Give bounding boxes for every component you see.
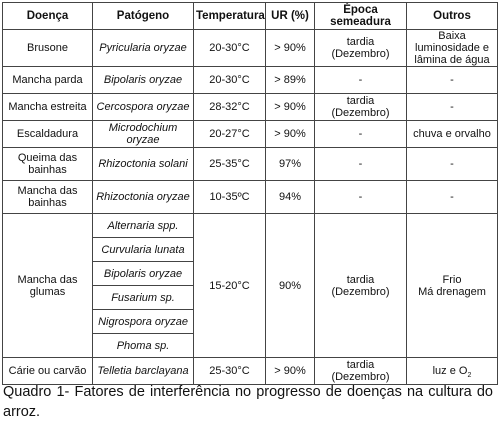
cell-outros: - xyxy=(407,67,498,94)
cell-ur: 97% xyxy=(266,148,315,181)
cell-ur: > 90% xyxy=(266,121,315,148)
cell-ur: > 90% xyxy=(266,358,315,385)
cell-epoca: - xyxy=(315,148,407,181)
header-temperatura: Temperatura xyxy=(194,3,266,30)
cell-patogeno: Alternaria spp. xyxy=(93,214,194,238)
outros-drenagem: Má drenagem xyxy=(418,285,486,298)
header-doenca: Doença xyxy=(3,3,93,30)
cell-doenca: Cárie ou carvão xyxy=(3,358,93,385)
table-row xyxy=(3,148,498,181)
cell-temperatura: 20-27°C xyxy=(194,121,266,148)
table-row xyxy=(3,67,498,94)
table-row xyxy=(3,121,498,148)
cell-patogeno: Curvularia lunata xyxy=(93,238,194,262)
header-ur: UR (%) xyxy=(266,3,315,30)
cell-temperatura: 25-30°C xyxy=(194,358,266,385)
cell-patogeno: Bipolaris oryzae xyxy=(93,262,194,286)
table-row xyxy=(3,30,498,67)
cell-patogeno: Cercospora oryzae xyxy=(93,94,194,121)
header-patogeno: Patógeno xyxy=(93,3,194,30)
cell-doenca: Queima das bainhas xyxy=(3,148,93,181)
cell-patogeno: Telletia barclayana xyxy=(93,358,194,385)
cell-doenca: Mancha parda xyxy=(3,67,93,94)
disease-factors-table xyxy=(2,2,498,385)
cell-patogeno: Phoma sp. xyxy=(93,334,194,358)
cell-temperatura: 10-35ºC xyxy=(194,181,266,214)
cell-epoca: - xyxy=(315,181,407,214)
table-row xyxy=(3,214,498,238)
cell-ur: > 90% xyxy=(266,94,315,121)
cell-outros xyxy=(407,214,498,358)
header-epoca: Época semeadura xyxy=(315,3,407,30)
outros-frio: Frio xyxy=(442,273,462,286)
outros-text: luz e O xyxy=(432,365,468,377)
table-header-row xyxy=(3,3,498,30)
cell-outros: chuva e orvalho xyxy=(407,121,498,148)
cell-doenca-glumas: Mancha das glumas xyxy=(3,214,93,358)
cell-patogeno: Nigrospora oryzae xyxy=(93,310,194,334)
cell-temperatura: 28-32°C xyxy=(194,94,266,121)
cell-outros xyxy=(407,358,498,385)
cell-patogeno: Microdochium oryzae xyxy=(93,121,194,148)
cell-doenca: Mancha das bainhas xyxy=(3,181,93,214)
cell-patogeno: Pyricularia oryzae xyxy=(93,30,194,67)
cell-temperatura: 15-20°C xyxy=(194,214,266,358)
cell-epoca: tardia (Dezembro) xyxy=(315,30,407,67)
cell-doenca: Brusone xyxy=(3,30,93,67)
cell-patogeno: Fusarium sp. xyxy=(93,286,194,310)
cell-patogeno: Bipolaris oryzae xyxy=(93,67,194,94)
cell-outros: - xyxy=(407,94,498,121)
header-outros: Outros xyxy=(407,3,498,30)
cell-epoca: tardia (Dezembro) xyxy=(315,94,407,121)
table-row xyxy=(3,358,498,385)
cell-temperatura: 20-30°C xyxy=(194,67,266,94)
cell-doenca: Escaldadura xyxy=(3,121,93,148)
cell-temperatura: 25-35°C xyxy=(194,148,266,181)
cell-outros: - xyxy=(407,148,498,181)
cell-outros: - xyxy=(407,181,498,214)
cell-patogeno: Rhizoctonia oryzae xyxy=(93,181,194,214)
cell-temperatura: 20-30°C xyxy=(194,30,266,67)
cell-epoca: - xyxy=(315,67,407,94)
cell-ur: > 90% xyxy=(266,30,315,67)
cell-epoca: tardia (Dezembro) xyxy=(315,358,407,385)
cell-epoca: - xyxy=(315,121,407,148)
table-caption: Quadro 1- Fatores de interferência no progresso de doenças na cultura do arroz. xyxy=(3,384,493,420)
outros-subscript: 2 xyxy=(467,372,472,380)
table-row xyxy=(3,181,498,214)
table-row xyxy=(3,94,498,121)
cell-ur: 94% xyxy=(266,181,315,214)
cell-ur: 90% xyxy=(266,214,315,358)
cell-outros: Baixa luminosidade e lâmina de água xyxy=(407,30,498,67)
cell-patogeno: Rhizoctonia solani xyxy=(93,148,194,181)
cell-epoca: tardia (Dezembro) xyxy=(315,214,407,358)
cell-doenca: Mancha estreita xyxy=(3,94,93,121)
cell-ur: > 89% xyxy=(266,67,315,94)
